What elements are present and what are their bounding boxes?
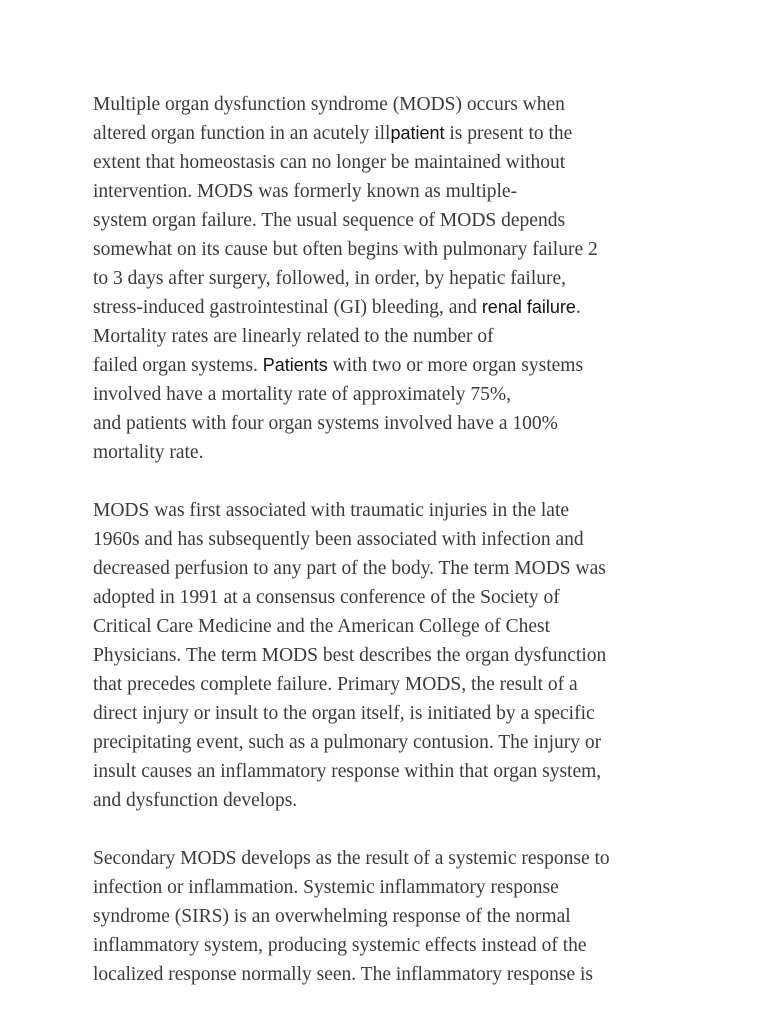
text-line	[93, 206, 693, 235]
text-segment: somewhat on its cause but often begins with pulmonary failure 2	[93, 239, 598, 260]
text-segment: Secondary MODS develops as the result of a systemic response to	[93, 848, 610, 869]
term-link[interactable]: Patients	[262, 355, 328, 375]
text-line	[93, 554, 693, 583]
paragraph-2	[93, 496, 693, 815]
text-line	[93, 728, 693, 757]
text-segment: insult causes an inflammatory response within that organ system,	[93, 761, 602, 782]
text-line	[93, 177, 693, 206]
text-segment: that precedes complete failure. Primary MODS, the result of a	[93, 674, 578, 695]
text-segment: altered organ function in an acutely ill	[93, 123, 391, 144]
text-segment: failed organ systems.	[93, 355, 263, 376]
text-line	[93, 670, 693, 699]
text-line	[93, 757, 693, 786]
text-segment: intervention. MODS was formerly known as multiple-	[93, 181, 518, 202]
paragraph-1	[93, 90, 693, 467]
text-segment: adopted in 1991 at a consensus conference of the Society of	[93, 587, 560, 608]
text-line	[93, 902, 693, 931]
text-line	[93, 641, 693, 670]
text-segment: direct injury or insult to the organ itself, is initiated by a specific	[93, 703, 595, 724]
text-line	[93, 235, 693, 264]
text-line	[93, 931, 693, 960]
text-line	[93, 844, 693, 873]
text-segment: MODS was first associated with traumatic injuries in the late	[93, 500, 570, 521]
text-line	[93, 148, 693, 177]
text-line	[93, 612, 693, 641]
text-segment: precipitating event, such as a pulmonary contusion. The injury or	[93, 732, 602, 753]
article-body	[93, 90, 693, 1018]
text-line	[93, 873, 693, 902]
text-segment: syndrome (SIRS) is an overwhelming response of the normal	[93, 906, 571, 927]
text-line	[93, 699, 693, 728]
text-line	[93, 380, 693, 409]
text-line	[93, 351, 693, 380]
text-segment: and dysfunction develops.	[93, 790, 298, 811]
text-segment: inflammatory system, producing systemic effects instead of the	[93, 935, 587, 956]
text-segment: extent that homeostasis can no longer be maintained without	[93, 152, 566, 173]
text-line	[93, 583, 693, 612]
paragraph-3	[93, 844, 693, 989]
text-segment: decreased perfusion to any part of the body. The term MODS was	[93, 558, 606, 579]
text-line	[93, 293, 693, 322]
text-segment: Multiple organ dysfunction syndrome (MODS) occurs when	[93, 94, 565, 115]
text-segment: infection or inflammation. Systemic inflammatory response	[93, 877, 559, 898]
text-line	[93, 496, 693, 525]
text-line	[93, 264, 693, 293]
text-segment: .	[575, 297, 581, 318]
text-line	[93, 438, 693, 467]
text-segment: system organ failure. The usual sequence of MODS depends	[93, 210, 566, 231]
text-segment: localized response normally seen. The inflammatory response is	[93, 964, 593, 985]
text-line	[93, 525, 693, 554]
text-segment: 1960s and has subsequently been associated with infection and	[93, 529, 584, 550]
text-line	[93, 90, 693, 119]
text-line	[93, 960, 693, 989]
text-segment: Mortality rates are linearly related to the number of	[93, 326, 494, 347]
text-line	[93, 409, 693, 438]
text-segment: and patients with four organ systems involved have a 100%	[93, 413, 558, 434]
text-segment: Physicians. The term MODS best describes the organ dysfunction	[93, 645, 607, 666]
text-segment: mortality rate.	[93, 442, 204, 463]
text-segment: is present to the	[444, 123, 573, 144]
text-segment: to 3 days after surgery, followed, in order, by hepatic failure,	[93, 268, 567, 289]
text-segment: with two or more organ systems	[327, 355, 584, 376]
text-line	[93, 119, 693, 148]
text-segment: Critical Care Medicine and the American College of Chest	[93, 616, 551, 637]
term-link[interactable]: patient	[390, 123, 445, 143]
term-link[interactable]: renal failure	[481, 297, 576, 317]
text-segment: involved have a mortality rate of approximately 75%,	[93, 384, 512, 405]
text-line	[93, 322, 693, 351]
text-line	[93, 786, 693, 815]
text-segment: stress-induced gastrointestinal (GI) bleeding, and	[93, 297, 482, 318]
